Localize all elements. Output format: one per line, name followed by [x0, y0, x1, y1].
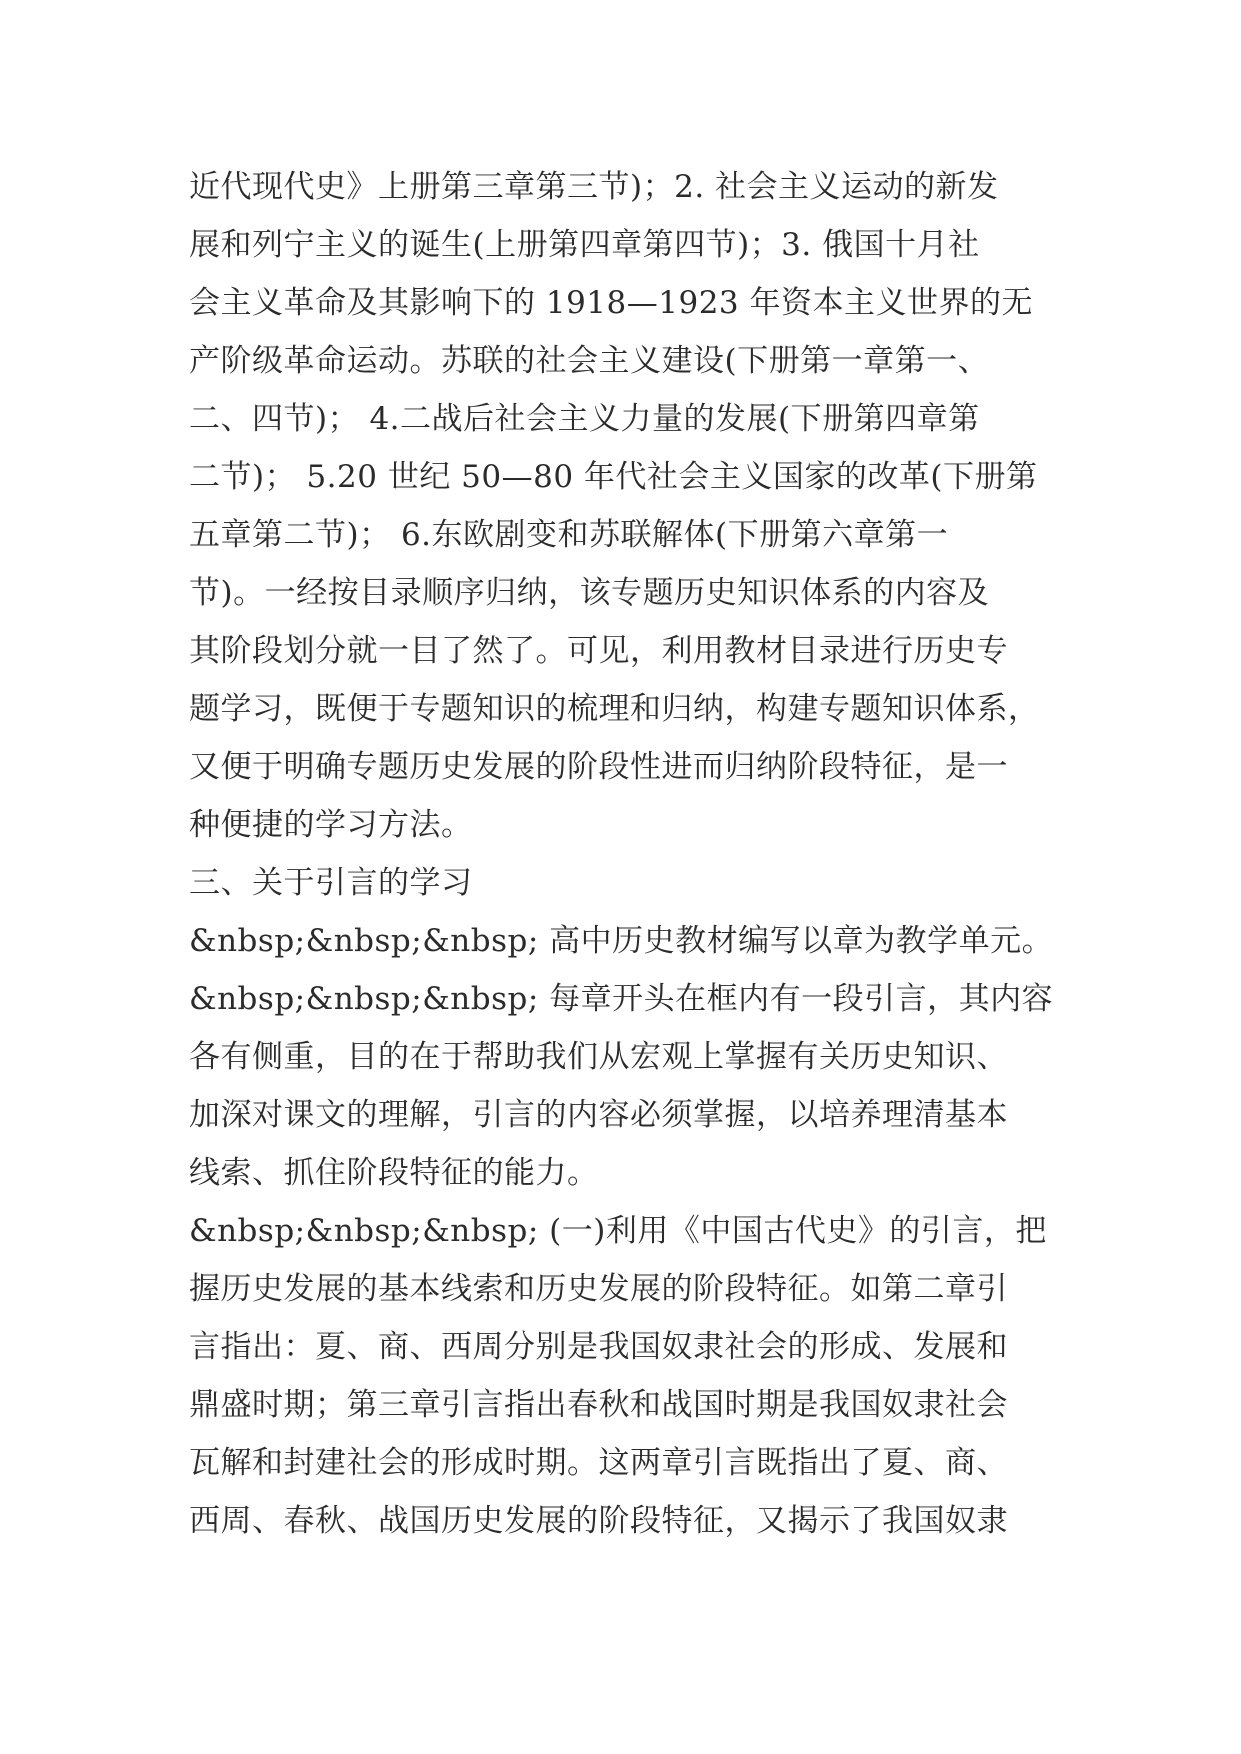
text-line: 各有侧重，目的在于帮助我们从宏观上掌握有关历史知识、	[189, 1039, 1008, 1075]
text-line: 种便捷的学习方法。	[189, 807, 473, 843]
text-line: 近代现代史》上册第三章第三节)；2. 社会主义运动的新发	[189, 169, 999, 205]
text-line: 展和列宁主义的诞生(上册第四章第四节)；3. 俄国十月社	[189, 227, 980, 263]
text-line: 题学习，既便于专题知识的梳理和归纳，构建专题知识体系，	[189, 691, 1040, 727]
text-line: &nbsp;&nbsp;&nbsp; 高中历史教材编写以章为教学单元。	[189, 923, 1054, 959]
text-line: 言指出：夏、商、西周分别是我国奴隶社会的形成、发展和	[189, 1329, 1008, 1365]
text-line: 瓦解和封建社会的形成时期。这两章引言既指出了夏、商、	[189, 1445, 1008, 1481]
text-line: 鼎盛时期；第三章引言指出春秋和战国时期是我国奴隶社会	[189, 1387, 1008, 1423]
section-heading: 三、关于引言的学习	[189, 865, 473, 901]
text-line: 又便于明确专题历史发展的阶段性进而归纳阶段特征，是一	[189, 749, 1008, 785]
text-line: 产阶级革命运动。苏联的社会主义建设(下册第一章第一、	[189, 343, 990, 379]
body-text	[189, 158, 1069, 1550]
text-line: 二、四节)； 4.二战后社会主义力量的发展(下册第四章第	[189, 401, 980, 437]
text-line: 握历史发展的基本线索和历史发展的阶段特征。如第二章引	[189, 1271, 1008, 1307]
text-line: 二节)； 5.20 世纪 50—80 年代社会主义国家的改革(下册第	[189, 459, 1038, 495]
text-line: 加深对课文的理解，引言的内容必须掌握，以培养理清基本	[189, 1097, 1008, 1133]
text-line: 节)。一经按目录顺序归纳，该专题历史知识体系的内容及	[189, 575, 990, 611]
text-line: &nbsp;&nbsp;&nbsp; 每章开头在框内有一段引言，其内容	[189, 981, 1054, 1017]
text-line: 其阶段划分就一目了然了。可见，利用教材目录进行历史专	[189, 633, 1008, 669]
text-line: 线索、抓住阶段特征的能力。	[189, 1155, 599, 1191]
text-line: 会主义革命及其影响下的 1918—1923 年资本主义世界的无	[189, 285, 1033, 321]
text-line: 五章第二节)； 6.东欧剧变和苏联解体(下册第六章第一	[189, 517, 949, 553]
text-line: 西周、春秋、战国历史发展的阶段特征，又揭示了我国奴隶	[189, 1503, 1008, 1539]
text-line: &nbsp;&nbsp;&nbsp; (一)利用《中国古代史》的引言，把	[189, 1213, 1047, 1249]
